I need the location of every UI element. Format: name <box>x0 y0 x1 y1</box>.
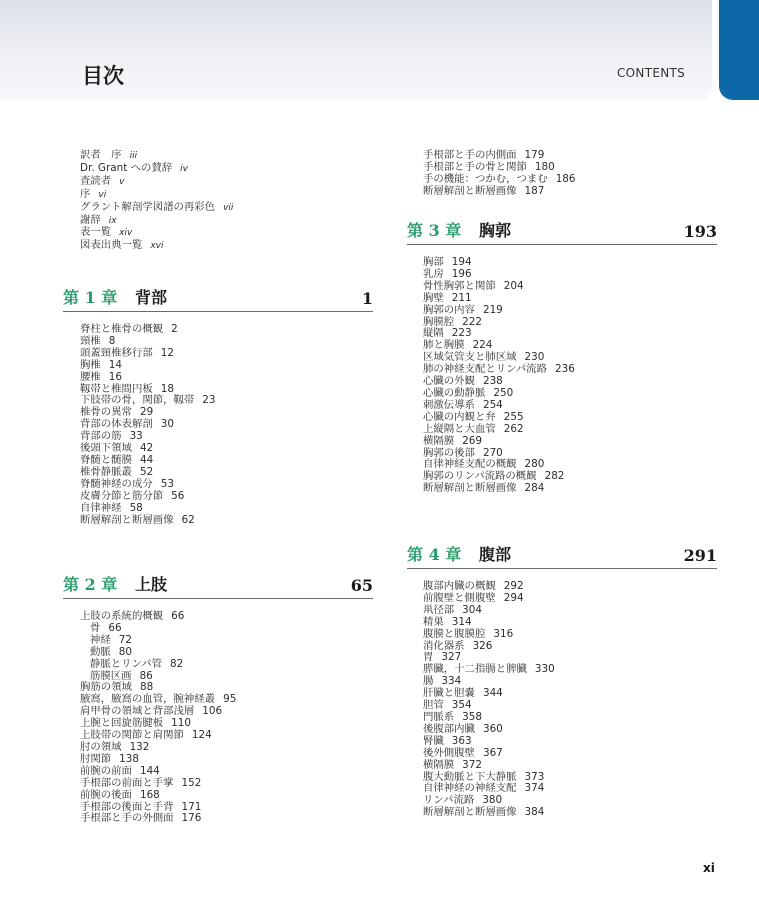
entry-page: 363 <box>451 734 472 747</box>
entry-title: 胸郭の後部 <box>423 446 475 459</box>
entry-title: 静脈とリンパ管 <box>90 657 163 670</box>
entry-title: 図表出典一覧 <box>80 239 143 252</box>
entry-page: 238 <box>482 375 503 388</box>
entry-page: 292 <box>503 580 524 592</box>
entry-page: 270 <box>482 446 503 459</box>
entry-title: 頸椎 <box>80 334 101 347</box>
entry-title: 手根部の後面と手背 <box>80 800 174 813</box>
entry-page: 12 <box>160 346 174 359</box>
entry-title: 後外側腹壁 <box>423 746 475 759</box>
entry-page: 8 <box>108 334 116 347</box>
entry-title: 骨 <box>90 621 101 634</box>
entry-title: 心臓の動静脈 <box>423 386 486 399</box>
entry-title: 査読者 <box>80 174 112 187</box>
entry-title: 心臓の外観 <box>423 375 475 388</box>
toc-entry[interactable] <box>423 186 576 198</box>
entry-page: 33 <box>129 430 143 443</box>
entry-page: 16 <box>108 370 123 383</box>
entry-page: 144 <box>139 764 160 777</box>
chapter-page: 291 <box>683 546 717 565</box>
entry-page: 2 <box>171 323 178 335</box>
entry-title: 手根部と手の骨と関節 <box>423 160 527 173</box>
entry-title: 表一覧 <box>80 226 112 239</box>
entry-title: 腹大動脈と下大静脈 <box>423 770 517 783</box>
toc-entry[interactable] <box>423 807 555 819</box>
entry-title: Dr. Grant への賛辞 <box>80 161 173 174</box>
entry-title: 肘の領域 <box>80 740 122 753</box>
chapter-page: 1 <box>361 289 373 308</box>
entry-title: 自律神経支配の概観 <box>423 458 517 471</box>
entry-title: 肩甲骨の領域と背部浅層 <box>80 705 195 718</box>
entry-page: 327 <box>441 651 462 664</box>
entry-page: 223 <box>451 327 472 340</box>
entry-page: 269 <box>462 434 483 447</box>
entry-title: 肺と胸膜 <box>423 339 465 352</box>
front-matter-list <box>80 150 233 253</box>
chapter-title: 腹部 <box>479 545 512 564</box>
entry-page: 30 <box>160 418 174 431</box>
entry-title: 胸壁 <box>423 291 444 304</box>
toc-entry[interactable] <box>423 281 575 293</box>
entry-title: 皮膚分節と筋分節 <box>80 489 164 502</box>
entry-title: 後腹部内臓 <box>423 722 475 735</box>
entry-title: 椎骨の異常 <box>80 406 132 419</box>
entry-page: 367 <box>482 746 503 759</box>
entry-title: 上腕と回旋筋腱板 <box>80 717 164 730</box>
chapter-items <box>423 581 555 819</box>
entry-page: 56 <box>171 489 185 502</box>
entry-title: 訳者 序 <box>80 149 122 161</box>
entry-title: 心臓の内観と弁 <box>423 410 496 423</box>
toc-entry[interactable] <box>80 611 236 623</box>
entry-title: 骨性胸郭と関節 <box>423 279 496 292</box>
chapter-heading[interactable] <box>407 546 717 569</box>
entry-page: 29 <box>139 406 154 419</box>
entry-page: 304 <box>462 603 483 616</box>
entry-title: 横隔膜 <box>423 434 455 447</box>
entry-title: 胆管 <box>423 699 444 712</box>
chapter-heading[interactable] <box>63 576 373 599</box>
entry-title: 胸郭の内容 <box>423 303 475 316</box>
entry-title: 前腕の後面 <box>80 788 132 801</box>
entry-title: 胸部 <box>423 256 444 268</box>
entry-title: リンパ流路 <box>423 794 475 807</box>
entry-title: 消化器系 <box>423 639 465 652</box>
entry-title: 腋窩，腋窩の血管，腕神経叢 <box>80 693 216 706</box>
entry-title: 断層解剖と断層画像 <box>423 482 517 495</box>
entry-page: 374 <box>524 782 545 795</box>
entry-page: 224 <box>472 339 493 352</box>
chapter-title: 胸郭 <box>479 221 512 240</box>
entry-title: 頭蓋頸椎移行部 <box>80 346 153 359</box>
page-number: xi <box>703 861 715 875</box>
entry-title: 前腹壁と側腹壁 <box>423 591 496 604</box>
toc-entry[interactable] <box>80 813 236 825</box>
entry-title: 謝辞 <box>80 213 101 226</box>
entry-page: 18 <box>160 382 174 395</box>
entry-title: 断層解剖と断層画像 <box>423 806 517 819</box>
entry-page: 152 <box>181 776 202 789</box>
chapter-number: 第 1 章 <box>63 288 118 307</box>
entry-page: 250 <box>493 386 514 399</box>
entry-title: 脊柱と椎骨の概観 <box>80 323 164 335</box>
chapter-title: 上肢 <box>135 575 168 594</box>
entry-title: 上肢帯の関節と肩関節 <box>80 729 184 742</box>
entry-title: 膵臓，十二指腸と脾臓 <box>423 663 527 676</box>
entry-page: 88 <box>139 681 154 694</box>
entry-title: 下肢帯の骨，関節，靱帯 <box>80 394 195 407</box>
entry-title: 自律神経 <box>80 501 122 514</box>
entry-page: 132 <box>129 740 150 753</box>
chapter-heading[interactable] <box>63 289 373 312</box>
toc-entry[interactable] <box>80 176 233 189</box>
entry-title: 靱帯と椎間円板 <box>80 382 153 395</box>
entry-page: xiv <box>119 228 133 239</box>
entry-page: 294 <box>503 591 524 604</box>
entry-page: v <box>119 176 125 187</box>
toc-entry[interactable] <box>423 317 575 329</box>
entry-page: 179 <box>524 149 545 161</box>
entry-page: 66 <box>171 610 185 622</box>
page-title: 目次 <box>82 64 124 88</box>
entry-page: 106 <box>202 705 223 718</box>
entry-title: 自律神経の神経支配 <box>423 782 517 795</box>
chapter-number: 第 3 章 <box>407 221 462 240</box>
entry-page: 384 <box>524 806 545 819</box>
entry-title: 前腕の前面 <box>80 764 132 777</box>
entry-title: 刺激伝導系 <box>423 398 475 411</box>
entry-page: iii <box>129 151 138 161</box>
entry-title: 椎骨静脈叢 <box>80 465 132 478</box>
toc-entry[interactable] <box>80 515 216 527</box>
entry-title: 背部の体表解剖 <box>80 418 153 431</box>
entry-page: 66 <box>108 621 122 634</box>
entry-page: 380 <box>482 794 503 807</box>
entry-title: 腹部内臓の概観 <box>423 580 496 592</box>
entry-page: 255 <box>503 410 524 423</box>
entry-page: 44 <box>139 453 154 466</box>
entry-title: 動脈 <box>90 645 111 658</box>
chapter-number: 第 2 章 <box>63 575 118 594</box>
entry-title: 腹膜と腹膜腔 <box>423 627 486 640</box>
entry-page: xvi <box>150 241 164 252</box>
contents-label: CONTENTS <box>617 66 686 80</box>
entry-title: 序 <box>80 187 91 200</box>
entry-title: 断層解剖と断層画像 <box>80 513 174 526</box>
entry-page: 187 <box>524 184 545 197</box>
chapter-page: 193 <box>683 222 717 241</box>
entry-page: 219 <box>482 303 503 316</box>
entry-page: 230 <box>524 351 545 364</box>
entry-title: グラント解剖学図譜の再彩色 <box>80 200 216 213</box>
entry-title: 胸椎 <box>80 358 101 371</box>
entry-page: 138 <box>119 752 140 765</box>
entry-page: 334 <box>441 675 462 688</box>
entry-title: 肘関節 <box>80 752 112 765</box>
entry-page: 316 <box>493 627 514 640</box>
entry-page: 254 <box>482 398 503 411</box>
entry-page: 344 <box>482 687 503 700</box>
toc-entry[interactable] <box>80 202 233 215</box>
entry-page: 222 <box>462 315 483 328</box>
entry-page: iv <box>180 163 188 174</box>
entry-page: 82 <box>170 657 184 670</box>
entry-page: 53 <box>160 477 174 490</box>
chapter-page: 65 <box>350 576 373 595</box>
entry-page: vii <box>223 202 234 213</box>
entry-page: 110 <box>171 717 191 730</box>
entry-title: 腸 <box>423 675 434 688</box>
chapter-items <box>423 257 575 495</box>
entry-title: 上縦隔と大血管 <box>423 422 496 435</box>
entry-page: 86 <box>139 669 153 682</box>
entry-page: 42 <box>139 442 154 455</box>
entry-page: 326 <box>472 639 493 652</box>
entry-page: 314 <box>451 615 472 628</box>
entry-page: 23 <box>202 394 216 407</box>
entry-page: 373 <box>524 770 545 783</box>
chapter-items <box>80 611 236 825</box>
entry-page: 354 <box>451 699 472 712</box>
entry-title: 肺の神経支配とリンパ流路 <box>423 363 547 376</box>
entry-title: 胸筋の領域 <box>80 681 132 694</box>
chapter-heading[interactable] <box>407 222 717 245</box>
entry-title: 神経 <box>90 633 111 646</box>
chapter-title: 背部 <box>135 288 168 307</box>
entry-page: 95 <box>223 693 237 706</box>
entry-title: 後頭下領域 <box>80 442 132 455</box>
entry-title: 上肢の系統的概観 <box>80 610 164 622</box>
entry-title: 鼡径部 <box>423 603 455 616</box>
entry-title: 手根部と手の外側面 <box>80 812 174 825</box>
entry-title: 精巣 <box>423 615 444 628</box>
chapter-tab <box>719 0 759 100</box>
entry-page: 58 <box>129 501 143 514</box>
entry-page: 236 <box>554 363 575 376</box>
entry-title: 胸膜腔 <box>423 315 455 328</box>
entry-page: 52 <box>139 465 154 478</box>
toc-entry[interactable] <box>80 240 233 253</box>
entry-page: ix <box>108 215 117 226</box>
entry-title: 断層解剖と断層画像 <box>423 184 517 197</box>
entry-page: 204 <box>503 279 524 292</box>
entry-title: 縦隔 <box>423 327 444 340</box>
entry-page: 358 <box>462 710 483 723</box>
entry-page: 262 <box>503 422 524 435</box>
entry-title: 肝臓と胆嚢 <box>423 687 475 700</box>
entry-page: 180 <box>534 160 555 173</box>
entry-page: 186 <box>555 172 576 185</box>
toc-entry[interactable] <box>423 257 575 269</box>
entry-page: 124 <box>191 729 212 742</box>
entry-title: 胃 <box>423 651 434 664</box>
entry-title: 区域気管支と肺区域 <box>423 351 517 364</box>
toc-entry[interactable] <box>423 483 575 495</box>
entry-title: 胸郭のリンパ流路の概観 <box>423 470 537 483</box>
entry-title: 腰椎 <box>80 370 101 383</box>
entry-title: 手の機能：つかむ，つまむ <box>423 172 548 185</box>
entry-page: 194 <box>451 256 472 268</box>
entry-page: 280 <box>524 458 545 471</box>
entry-title: 横隔膜 <box>423 758 455 771</box>
entry-title: 門脈系 <box>423 710 455 723</box>
entry-page: 171 <box>181 800 202 813</box>
entry-page: 282 <box>544 470 565 483</box>
entry-page: 80 <box>118 645 133 658</box>
chapter-items-continued <box>423 150 576 198</box>
entry-title: 背部の筋 <box>80 430 122 443</box>
entry-page: 168 <box>139 788 160 801</box>
entry-title: 手根部の前面と手掌 <box>80 776 174 789</box>
chapter-number: 第 4 章 <box>407 545 462 564</box>
entry-page: 330 <box>534 663 555 676</box>
entry-title: 手根部と手の内側面 <box>423 149 517 161</box>
entry-title: 筋膜区画 <box>90 669 132 682</box>
entry-title: 脊髄と髄膜 <box>80 453 132 466</box>
entry-page: 372 <box>462 758 483 771</box>
entry-page: 72 <box>118 633 133 646</box>
entry-page: 360 <box>482 722 503 735</box>
entry-page: 284 <box>524 482 545 495</box>
entry-page: 211 <box>451 291 472 304</box>
entry-page: 62 <box>181 513 195 526</box>
entry-page: vi <box>98 189 107 200</box>
entry-page: 176 <box>181 812 202 825</box>
entry-title: 乳房 <box>423 267 444 280</box>
entry-title: 脊髄神経の成分 <box>80 477 153 490</box>
entry-page: 14 <box>108 358 123 371</box>
entry-page: 196 <box>451 267 472 280</box>
chapter-items <box>80 324 216 526</box>
entry-title: 腎臓 <box>423 734 444 747</box>
